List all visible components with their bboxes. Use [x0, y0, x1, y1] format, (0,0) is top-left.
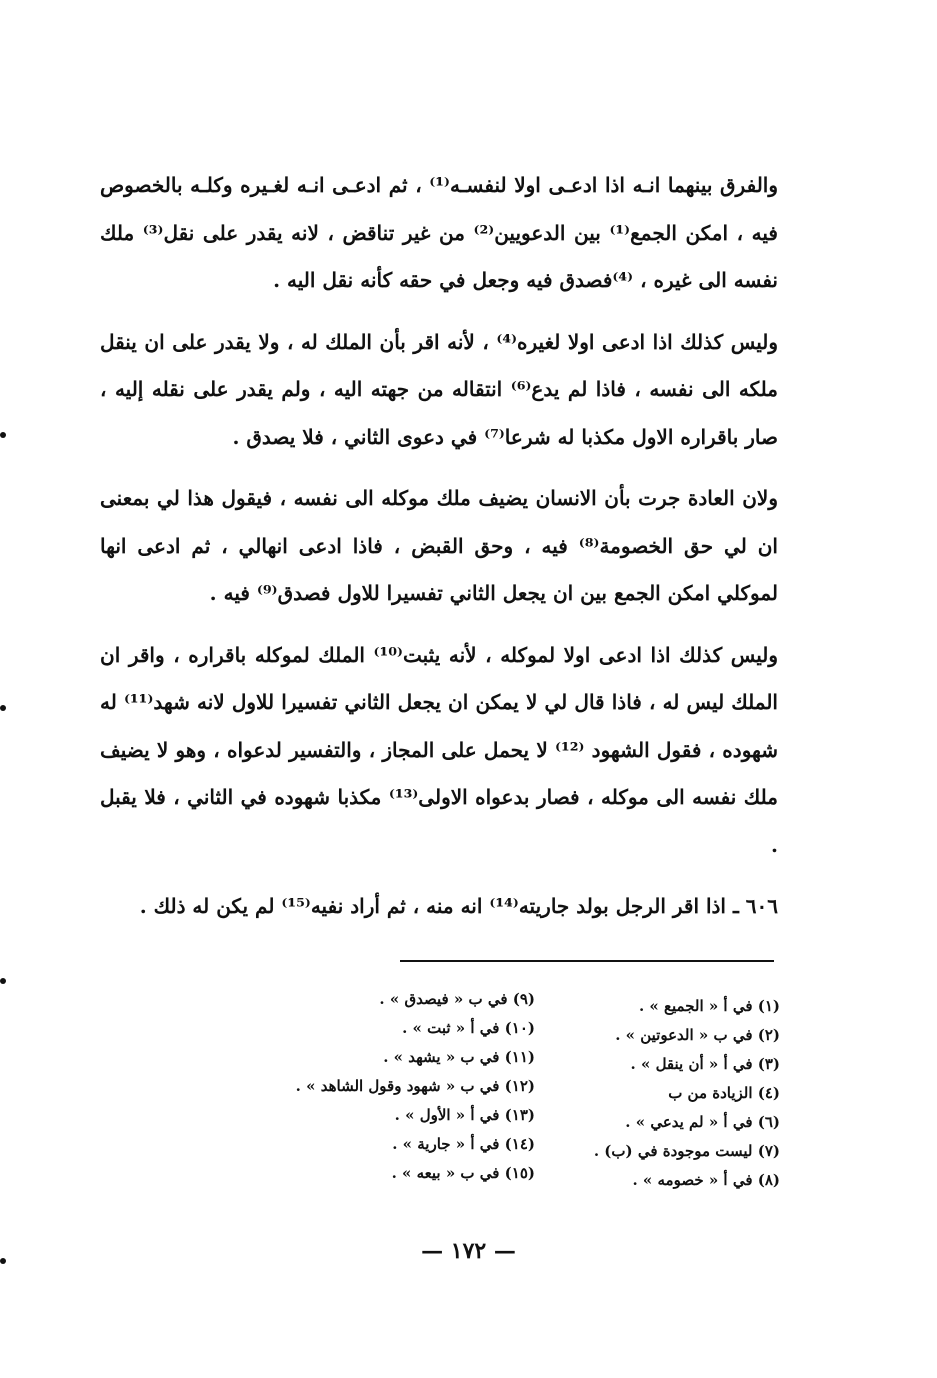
footnote-4: (٤) الزيادة من ب [668, 1084, 780, 1102]
paragraph-3: ولان العادة جرت بأن الانسان يضيف ملك موكله الى نفسه ، فيقول هذا لي بمعنى ان لي حق الخصومة⁽⁸⁾ فيه ، وحق القبض ، فاذا ادعى انهالي ، ثم ادعى انها لموكلي امكن الجمع بين ان يجعل الثاني تفسيرا للاول فصدق⁽⁹⁾ فيه . [100, 486, 778, 605]
margin-dot [0, 432, 6, 438]
footnote-14: (١٤) في أ « جارية » . [392, 1135, 535, 1153]
footnote-3: (٣) في أ « أن ينقل » . [630, 1055, 780, 1073]
paragraph-5: ٦٠٦ ـ اذا اقر الرجل بولد جاريته⁽¹⁴⁾ انه منه ، ثم أراد نفيه⁽¹⁵⁾ لم يكن له ذلك . [139, 894, 778, 918]
paragraph-1: والفرق بينهما انـه اذا ادعـى اولا لنفسـه⁽¹⁾ ، ثم ادعـى انـه لغـيره وكلـه بالخصوص فيه ، امكن الجمع⁽¹⁾ بين الدعويين⁽²⁾ من غير تناقض ، لانه يقدر على نقل⁽³⁾ ملك نفسه الى غيره ، ⁽⁴⁾فصدق فيه وجعل في حقه كأنه نقل اليه . [100, 173, 779, 292]
footnotes-column-left [255, 985, 535, 1195]
footnotes-column-right [575, 985, 780, 1195]
footnote-10: (١٠) في أ « ثبت » . [402, 1019, 535, 1037]
footnote-2: (٢) في ب « الدعوتين » . [615, 1026, 780, 1044]
margin-dot [0, 705, 6, 711]
footnote-15: (١٥) في ب « بيعه » . [391, 1164, 535, 1182]
margin-dot [0, 978, 6, 984]
footnote-8: (٨) في أ « خصومه » . [632, 1171, 780, 1189]
footnote-9: (٩) في ب « فيصدق » . [379, 990, 535, 1008]
page-number: — ١٧٢ — [421, 1238, 516, 1264]
footnote-separator [400, 960, 774, 962]
footnote-11: (١١) في ب « يشهد » . [383, 1048, 535, 1066]
main-text-body [100, 162, 778, 945]
paragraph-2: وليس كذلك اذا ادعى اولا لغيره⁽⁴⁾ ، لأنه اقر بأن الملك له ، ولا يقدر على ان ينقل ملكه الى نفسه ، فاذا لم يدع⁽⁶⁾ انتقاله من جهته اليه ، ولم يقدر على نقله إليه ، صار باقراره الاول مكذبا له شرعا⁽⁷⁾ في دعوى الثاني ، فلا يصدق . [100, 329, 778, 449]
paragraph-4: وليس كذلك اذا ادعى اولا لموكله ، لأنه يثبت⁽¹⁰⁾ الملك لموكله باقراره ، واقر ان الملك ليس له ، فاذا قال لي لا يمكن ان يجعل الثاني تفسيرا للاول لانه شهد⁽¹¹⁾ له شهوده ، فقول الشهود ⁽¹²⁾ لا يحمل على المجاز ، والتفسير لدعواه ، وهو لا يضيف ملك نفسه الى موكله ، فصار بدعواه الاولى⁽¹³⁾ مكذبا شهوده في الثاني ، فلا يقبل . [100, 642, 778, 857]
footnote-7: (٧) ليست موجودة في (ب) . [593, 1142, 780, 1160]
footnote-6: (٦) في أ « لم يدعي » . [625, 1113, 780, 1131]
margin-dot [0, 1258, 6, 1264]
footnote-12: (١٢) في ب « شهود وقول الشاهد » . [295, 1077, 535, 1095]
footnote-1: (١) في أ « الجميع » . [638, 997, 780, 1015]
footnotes [140, 985, 780, 1195]
footnote-13: (١٣) في أ « الأول » . [394, 1106, 535, 1124]
